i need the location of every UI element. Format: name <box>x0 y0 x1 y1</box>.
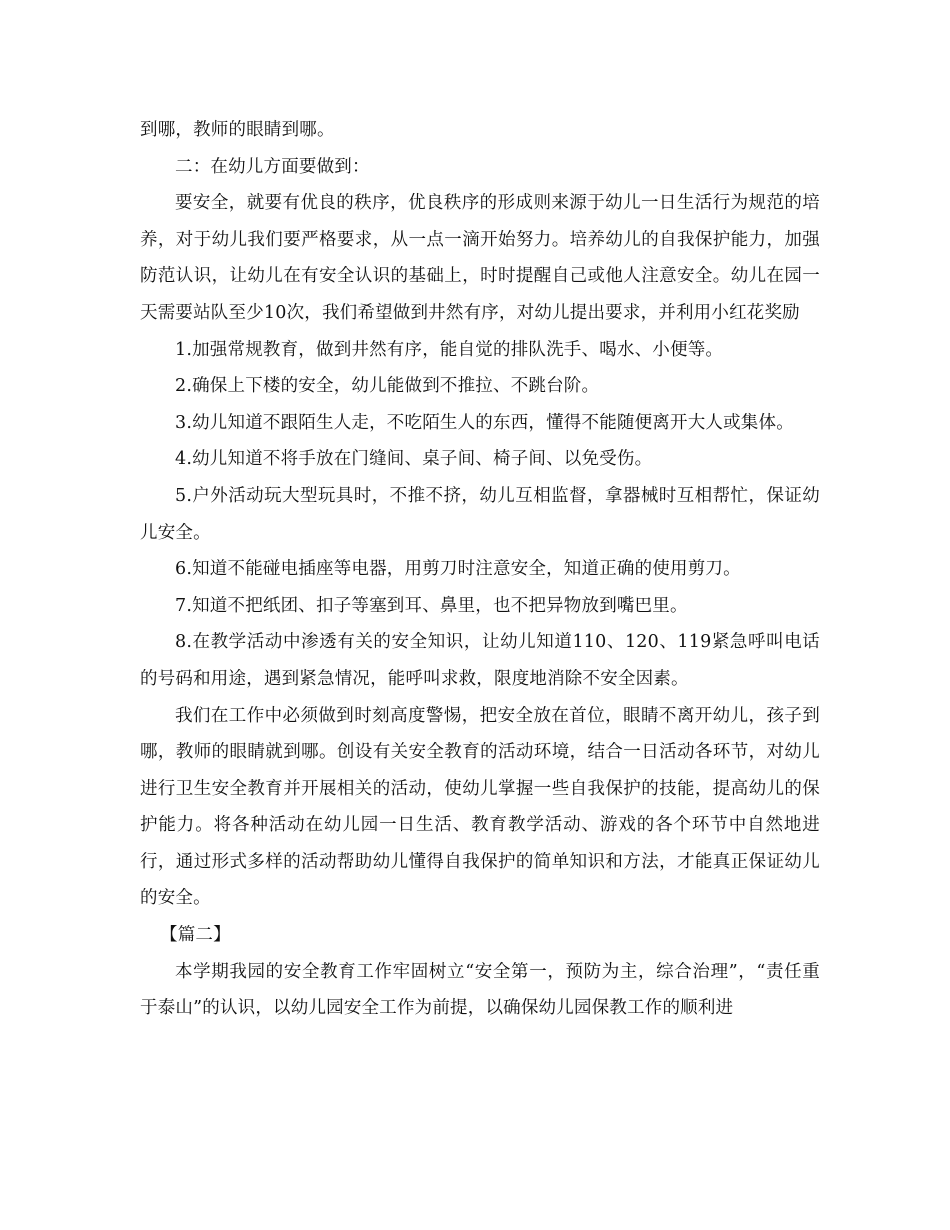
list-item-7: 7.知道不把纸团、扣子等塞到耳、鼻里，也不把异物放到嘴巴里。 <box>175 595 688 616</box>
list-item-2: 2.确保上下楼的安全，幼儿能做到不推拉、不跳台阶。 <box>175 376 600 397</box>
section-tag-part-two: 【篇二】 <box>160 925 231 946</box>
paragraph-order-intro: 要安全，就要有优良的秩序，优良秩序的形成则来源于幼儿一日生活行为规范的培养，对于幼儿我们要严格要求，从一点一滴开始努力。培养幼儿的自我保护能力，加强防范认识，让幼儿在有安全认识的基础上，时时提醒自己或他人注意安全。幼儿在园一天需要站队至少10次，我们希望做到井然有序，对幼儿提出要求，并利用小红花奖励 <box>140 193 820 323</box>
list-item-4: 4.幼儿知道不将手放在门缝间、桌子间、椅子间、以免受伤。 <box>175 449 653 470</box>
list-item-8: 8.在教学活动中渗透有关的安全知识，让幼儿知道110、120、119紧急呼叫电话的号码和用途，遇到紧急情况，能呼叫求救，限度地消除不安全因素。 <box>140 632 820 689</box>
paragraph-conclusion: 我们在工作中必须做到时刻高度警惕，把安全放在首位，眼睛不离开幼儿，孩子到哪，教师的眼睛就到哪。创设有关安全教育的活动环境，结合一日活动各环节，对幼儿进行卫生安全教育并开展相关的活动，使幼儿掌握一些自我保护的技能，提高幼儿的保护能力。将各种活动在幼儿园一日生活、教育教学活动、游戏的各个环节中自然地进行，通过形式多样的活动帮助幼儿懂得自我保护的简单知识和方法，才能真正保证幼儿的安全。 <box>140 705 820 909</box>
list-item-3: 3.幼儿知道不跟陌生人走，不吃陌生人的东西，懂得不能随便离开大人或集体。 <box>175 412 794 433</box>
section-heading-children: 二：在幼儿方面要做到： <box>175 156 370 177</box>
document-body <box>140 112 820 1027</box>
paragraph-continuation: 到哪，教师的眼睛到哪。 <box>140 120 335 140</box>
list-item-6: 6.知道不能碰电插座等电器，用剪刀时注意安全，知道正确的使用剪刀。 <box>175 559 741 580</box>
list-item-5: 5.户外活动玩大型玩具时，不推不挤，幼儿互相监督，拿器械时互相帮忙，保证幼儿安全。 <box>140 485 820 543</box>
paragraph-part-two-intro: 本学期我园的安全教育工作牢固树立“安全第一，预防为主，综合治理”，“责任重于泰山”的认识，以幼儿园安全工作为前提，以确保幼儿园保教工作的顺利进 <box>140 961 820 1019</box>
list-item-1: 1.加强常规教育，做到井然有序，能自觉的排队洗手、喝水、小便等。 <box>175 339 724 360</box>
